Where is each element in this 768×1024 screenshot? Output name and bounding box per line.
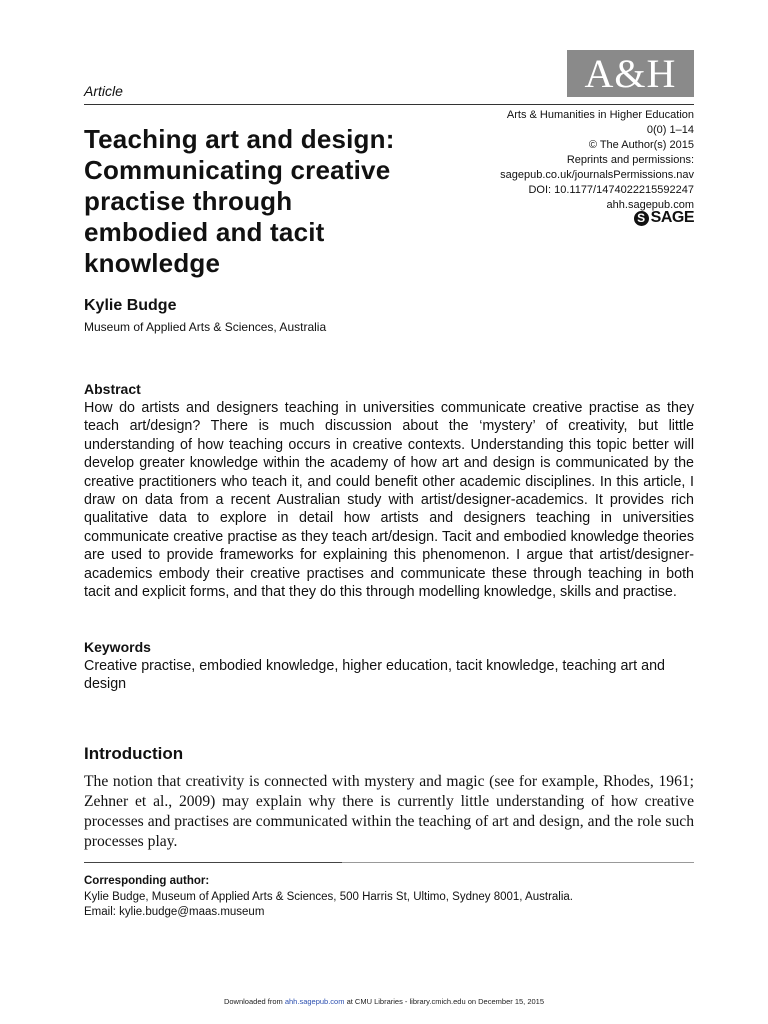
abstract-text: How do artists and designers teaching in universities communicate creative practise as they teach art/design? There is much discussion about the ‘mystery’ of creativity, but little understanding of how teaching occurs in creative contexts. Understanding this topic better will develop greater knowledge within the academy of how art and design is communicated by the creative practitioners who teach it, and could benefit other academic disciplines. In this article, I draw on data from a recent Australian study with artist/designer-academics. It provides rich qualitative data to explore in detail how artists and designers teaching in universities communicate creative practise as they teach art/design. Tacit and embodied knowledge theories are used to provide frameworks for explaining this phenomenon. I argue that artist/designer-academics embody their creative practises and communicate these through teaching in both tacit and explicit forms, and that they do this through modelling knowledge, skills and practise. (84, 400, 694, 601)
reprints-label: Reprints and permissions: (566, 154, 694, 166)
corresponding-email[interactable]: Email: kylie.budge@maas.museum (84, 906, 265, 918)
publisher-name: SAGE (650, 209, 694, 226)
permissions-link[interactable]: sagepub.co.uk/journalsPermissions.nav (500, 169, 694, 181)
author-name: Kylie Budge (84, 297, 177, 314)
doi[interactable]: DOI: 10.1177/1474022215592247 (528, 184, 694, 196)
author-affiliation: Museum of Applied Arts & Sciences, Australia (84, 320, 327, 334)
article-title (84, 124, 464, 279)
title-line: embodied and tacit (84, 217, 325, 247)
download-notice (0, 997, 768, 1006)
corresponding-author-heading: Corresponding author: (84, 875, 210, 887)
corresponding-address: Kylie Budge, Museum of Applied Arts & Sciences, 500 Harris St, Ultimo, Sydney 8001, Australia. (84, 891, 573, 903)
sage-icon: S (634, 211, 649, 226)
download-suffix: at CMU Libraries - library.cmich.edu on December 15, 2015 (344, 997, 545, 1006)
publisher-logo (634, 209, 694, 227)
title-line: knowledge (84, 248, 221, 278)
title-line: practise through (84, 186, 293, 216)
journal-url[interactable]: ahh.sagepub.com (606, 199, 694, 211)
footnote-rule-light (342, 862, 694, 863)
volume-pages: 0(0) 1–14 (646, 124, 694, 136)
journal-name: Arts & Humanities in Higher Education (506, 109, 694, 121)
download-prefix: Downloaded from (223, 997, 285, 1006)
title-line: Communicating creative (84, 155, 391, 185)
keywords-heading: Keywords (84, 639, 151, 655)
article-type-label: Article (84, 83, 123, 99)
download-link[interactable]: ahh.sagepub.com (284, 997, 345, 1006)
introduction-text: The notion that creativity is connected with mystery and magic (see for example, Rhodes, 1961; Zehner et al., 2009) may explain why there is currently little understanding of how creative processes and practises are communicated within the teaching of art and design, and the role such processes play. (84, 773, 694, 850)
title-line: Teaching art and design: (84, 124, 395, 154)
footnote-rule (84, 862, 342, 863)
header-rule (84, 104, 694, 105)
journal-logo: A&H (567, 50, 694, 97)
introduction-heading: Introduction (84, 744, 184, 763)
journal-meta (500, 108, 694, 213)
abstract-heading: Abstract (84, 381, 141, 397)
keywords-text: Creative practise, embodied knowledge, higher education, tacit knowledge, teaching art and design (84, 658, 665, 693)
copyright: © The Author(s) 2015 (588, 139, 694, 151)
